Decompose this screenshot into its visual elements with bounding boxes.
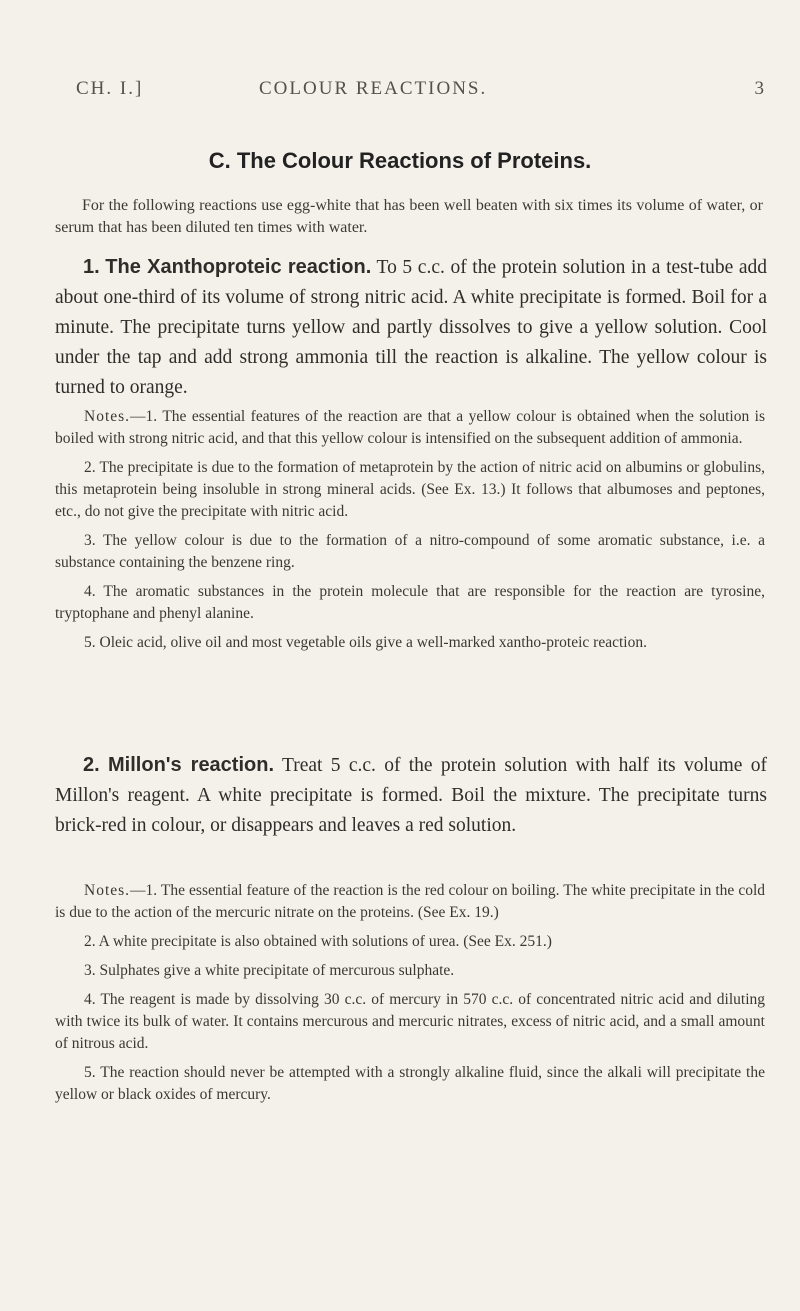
xanthoproteic-paragraph [55,252,767,403]
note-text: —1. The essential features of the reaction are that a yellow colour is obtained when the solution is boiled with strong nitric acid, and that this yellow colour is intensified on the subsequent addition of ammonia. [55,408,765,447]
millon-text: Treat 5 c.c. of the protein solution with half its volume of Millon's reagent. A white precipitate is formed. Boil the mixture. The precipitate turns brick-red in colour, or disappears and leaves a red solution. [55,755,768,836]
millon-notes [55,880,765,1113]
millon-heading: Millon's reaction. [108,754,275,776]
millon-number: 2. [83,754,100,776]
millon-note-5: 5. The reaction should never be attempted with a strongly alkaline fluid, since the alkali will precipitate the yellow or black oxides of mercury. [55,1064,765,1103]
section-title: C. The Colour Reactions of Proteins. [208,148,592,173]
xanthoproteic-number: 1. [83,256,100,278]
xanthoproteic-text: To 5 c.c. of the protein solution in a test-tube add about one-third of its volume of strong nitric acid. A white precipitate is formed. Boil for a minute. The precipitate turns yellow and partly dissolves to give a yellow solution. Cool under the tap and add strong ammonia till the reaction is alkaline. The yellow colour is turned to orange. [55,257,767,398]
xantho-note-5: 5. Oleic acid, olive oil and most vegetable oils give a well-marked xantho-proteic reaction. [84,634,647,651]
chapter-label: CH. I.] [76,78,144,99]
intro-paragraph: For the following reactions use egg-white that has been well beaten with six times its volume of water, or serum that has been diluted ten times with water. [55,197,763,236]
notes-label: Notes. [84,882,131,899]
xanthoproteic-notes [55,406,765,661]
note-text: —1. The essential feature of the reaction is the red colour on boiling. The white precipitate in the cold is due to the action of the mercuric nitrate on the proteins. (See Ex. 19.) [55,882,765,921]
xantho-note-3: 3. The yellow colour is due to the formation of a nitro-compound of some aromatic substance, i.e. a substance containing the benzene ring. [55,532,765,571]
xantho-note-2: 2. The precipitate is due to the formation of metaprotein by the action of nitric acid on albumins or globulins, this metaprotein being insoluble in strong mineral acids. (See Ex. 13.) It follows that albumoses and peptones, etc., do not give the precipitate with nitric acid. [55,459,765,520]
millon-paragraph [55,750,767,841]
millon-note-2: 2. A white precipitate is also obtained with solutions of urea. (See Ex. 251.) [84,933,552,950]
xanthoproteic-heading: The Xanthoproteic reaction. [105,256,372,278]
millon-note-3: 3. Sulphates give a white precipitate of mercurous sulphate. [84,962,455,979]
notes-label: Notes. [84,408,131,425]
page-number: 3 [754,78,766,99]
millon-note-1 [55,880,765,924]
xantho-note-4: 4. The aromatic substances in the protein molecule that are responsible for the reaction are tyrosine, tryptophane and phenyl alanine. [55,583,765,622]
xantho-note-1 [55,406,765,450]
running-title: COLOUR REACTIONS. [259,78,488,99]
millon-note-4: 4. The reagent is made by dissolving 30 c.c. of mercury in 570 c.c. of concentrated nitric acid and diluting with twice its bulk of water. It contains mercurous and mercuric nitrates, excess of nitric acid, and a small amount of nitrous acid. [55,991,765,1052]
